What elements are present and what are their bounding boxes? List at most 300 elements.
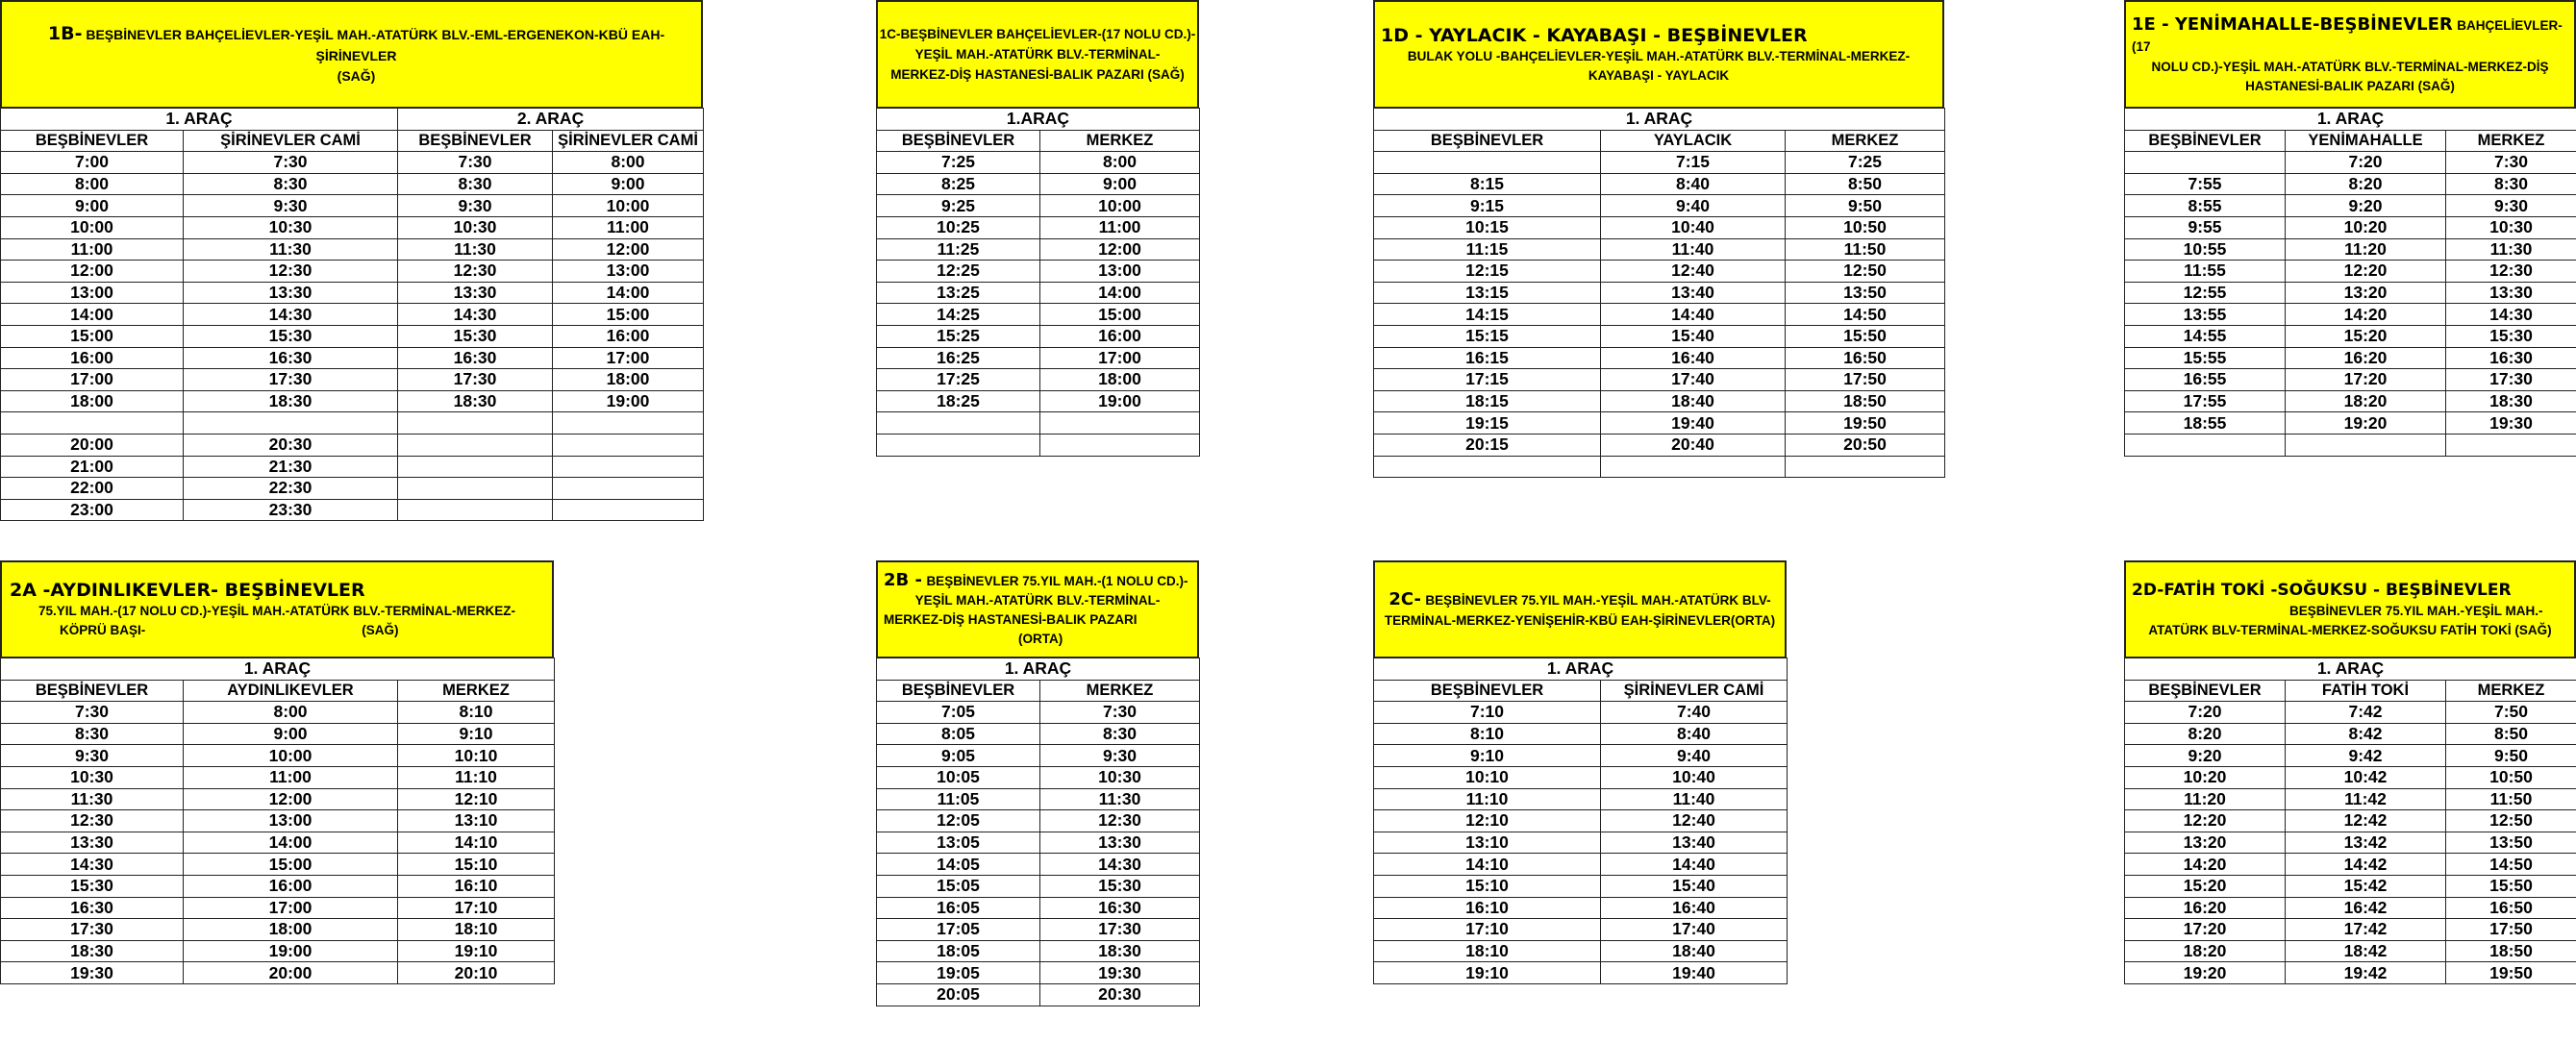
time-cell (877, 412, 1040, 435)
time-cell (1601, 456, 1786, 478)
route-2b-table (876, 658, 1200, 1006)
table-row (2125, 325, 2576, 347)
time-cell: 8:50 (2446, 723, 2576, 745)
table-row (2125, 940, 2576, 962)
time-cell: 19:05 (877, 962, 1040, 984)
time-cell: 17:20 (2286, 369, 2446, 391)
time-cell: 15:30 (398, 325, 553, 347)
route-side: (ORTA) (1018, 631, 1063, 646)
time-cell: 10:20 (2286, 216, 2446, 238)
column-header: MERKEZ (2446, 680, 2576, 702)
time-cell: 10:40 (1601, 216, 1786, 238)
table-row (877, 940, 1200, 962)
time-cell: 10:15 (1374, 216, 1601, 238)
time-cell: 9:10 (1374, 745, 1601, 767)
time-cell: 10:30 (398, 216, 553, 238)
route-description: TERMİNAL-MERKEZ-YENİŞEHİR-KBÜ EAH-ŞİRİNEVLER(ORTA) (1384, 612, 1776, 628)
table-row (1374, 390, 1945, 412)
time-cell: 19:30 (1, 962, 184, 984)
table-row (1374, 745, 1788, 767)
table-row (2125, 854, 2576, 876)
column-headers (1, 130, 704, 152)
time-cell: 10:30 (1040, 766, 1200, 788)
time-cell: 13:50 (1786, 282, 1945, 304)
time-cell: 16:55 (2125, 369, 2286, 391)
time-cell: 14:25 (877, 304, 1040, 326)
time-cell: 17:42 (2286, 919, 2446, 941)
time-cell: 14:55 (2125, 325, 2286, 347)
time-cell: 7:50 (2446, 702, 2576, 724)
time-cell: 19:20 (2286, 412, 2446, 435)
time-cell: 12:05 (877, 810, 1040, 832)
time-cell: 7:40 (1601, 702, 1788, 724)
time-cell: 17:40 (1601, 919, 1788, 941)
time-cell: 19:10 (398, 940, 555, 962)
time-cell: 10:00 (553, 195, 704, 217)
time-cell: 14:00 (1040, 282, 1200, 304)
time-cell: 12:30 (184, 261, 398, 283)
route-2c-header (1373, 560, 1787, 658)
time-cell: 17:05 (877, 919, 1040, 941)
time-cell (398, 478, 553, 500)
time-cell: 22:00 (1, 478, 184, 500)
time-cell: 18:30 (1, 940, 184, 962)
time-cell (553, 478, 704, 500)
time-cell: 14:30 (398, 304, 553, 326)
time-cell: 11:55 (2125, 261, 2286, 283)
time-cell: 12:25 (877, 261, 1040, 283)
time-cell: 11:25 (877, 238, 1040, 261)
table-row (877, 238, 1200, 261)
time-cell: 19:00 (553, 390, 704, 412)
table-row (877, 325, 1200, 347)
time-cell: 12:20 (2125, 810, 2286, 832)
table-row (1, 412, 704, 435)
time-cell: 18:00 (1, 390, 184, 412)
time-cell: 16:00 (1, 347, 184, 369)
time-cell: 16:10 (1374, 897, 1601, 919)
time-cell: 13:30 (184, 282, 398, 304)
time-cell: 10:00 (184, 745, 398, 767)
time-cell: 17:10 (398, 897, 555, 919)
table-row (1374, 810, 1788, 832)
time-cell: 16:30 (2446, 347, 2576, 369)
table-row (877, 369, 1200, 391)
time-cell: 9:25 (877, 195, 1040, 217)
column-header: MERKEZ (1040, 680, 1200, 702)
vehicle-label: 1. ARAÇ (1, 658, 555, 681)
table-row (877, 962, 1200, 984)
time-cell: 18:42 (2286, 940, 2446, 962)
time-cell: 16:30 (1, 897, 184, 919)
table-row (1374, 216, 1945, 238)
time-cell: 8:30 (184, 173, 398, 195)
time-cell: 15:30 (2446, 325, 2576, 347)
vehicle-label: 1. ARAÇ (1, 109, 398, 131)
column-header: YAYLACIK (1601, 130, 1786, 152)
time-cell: 16:25 (877, 347, 1040, 369)
time-cell: 15:00 (553, 304, 704, 326)
time-cell: 17:40 (1601, 369, 1786, 391)
time-cell: 13:55 (2125, 304, 2286, 326)
table-row (2125, 412, 2576, 435)
table-row (1, 832, 555, 854)
route-1e-table (2124, 108, 2576, 457)
time-cell: 17:30 (2446, 369, 2576, 391)
time-cell: 15:55 (2125, 347, 2286, 369)
table-row (1, 919, 555, 941)
time-cell: 18:00 (184, 919, 398, 941)
time-cell: 14:40 (1601, 854, 1788, 876)
time-cell: 10:20 (2125, 766, 2286, 788)
table-row (2125, 434, 2576, 456)
time-cell: 21:00 (1, 456, 184, 478)
time-cell: 11:30 (1, 788, 184, 810)
time-cell: 18:55 (2125, 412, 2286, 435)
time-cell: 17:00 (553, 347, 704, 369)
time-cell: 18:30 (2446, 390, 2576, 412)
time-cell: 10:30 (2446, 216, 2576, 238)
time-cell: 7:20 (2286, 152, 2446, 174)
table-row (2125, 810, 2576, 832)
column-header: MERKEZ (398, 680, 555, 702)
table-row (877, 983, 1200, 1006)
time-cell: 19:10 (1374, 962, 1601, 984)
table-row (1, 238, 704, 261)
vehicle-label: 1. ARAÇ (1374, 658, 1788, 681)
table-row (1, 962, 555, 984)
time-cell: 14:50 (2446, 854, 2576, 876)
time-cell: 18:40 (1601, 390, 1786, 412)
time-cell (398, 499, 553, 521)
table-row (1374, 788, 1788, 810)
table-row (1374, 723, 1788, 745)
time-cell: 11:30 (2446, 238, 2576, 261)
time-cell: 20:00 (1, 434, 184, 456)
time-cell (2125, 434, 2286, 456)
time-cell: 10:55 (2125, 238, 2286, 261)
table-row (1374, 282, 1945, 304)
time-cell: 7:30 (398, 152, 553, 174)
time-cell: 19:40 (1601, 962, 1788, 984)
table-row (1, 702, 555, 724)
time-cell: 12:15 (1374, 261, 1601, 283)
time-cell: 14:00 (553, 282, 704, 304)
time-cell: 16:50 (2446, 897, 2576, 919)
time-cell: 15:42 (2286, 875, 2446, 897)
time-cell: 8:25 (877, 173, 1040, 195)
time-cell: 19:20 (2125, 962, 2286, 984)
time-cell: 7:15 (1601, 152, 1786, 174)
vehicle-label: 1. ARAÇ (877, 658, 1200, 681)
time-cell: 11:05 (877, 788, 1040, 810)
time-cell: 12:00 (1040, 238, 1200, 261)
time-cell: 13:40 (1601, 832, 1788, 854)
time-cell: 11:40 (1601, 788, 1788, 810)
table-row (2125, 369, 2576, 391)
time-cell: 9:30 (398, 195, 553, 217)
table-row (877, 434, 1200, 456)
time-cell: 12:42 (2286, 810, 2446, 832)
time-cell: 13:50 (2446, 832, 2576, 854)
time-cell (398, 456, 553, 478)
time-cell: 14:00 (184, 832, 398, 854)
column-header: BEŞBİNEVLER (2125, 130, 2286, 152)
table-row (877, 832, 1200, 854)
time-cell: 17:25 (877, 369, 1040, 391)
time-cell: 15:05 (877, 875, 1040, 897)
time-cell: 15:30 (1, 875, 184, 897)
time-cell: 18:15 (1374, 390, 1601, 412)
time-cell: 17:55 (2125, 390, 2286, 412)
time-cell: 18:20 (2286, 390, 2446, 412)
table-row (1374, 702, 1788, 724)
time-cell: 12:50 (2446, 810, 2576, 832)
time-cell: 12:30 (1, 810, 184, 832)
time-cell: 23:30 (184, 499, 398, 521)
table-row (877, 216, 1200, 238)
time-cell: 17:20 (2125, 919, 2286, 941)
vehicle-label: 2. ARAÇ (398, 109, 704, 131)
table-row (1, 390, 704, 412)
time-cell: 12:40 (1601, 810, 1788, 832)
table-row (1, 216, 704, 238)
time-cell: 14:05 (877, 854, 1040, 876)
time-cell (1374, 152, 1601, 174)
column-header: BEŞBİNEVLER (1, 680, 184, 702)
route-2a-table (0, 658, 555, 984)
time-cell: 7:42 (2286, 702, 2446, 724)
table-row (2125, 919, 2576, 941)
time-cell: 19:42 (2286, 962, 2446, 984)
table-row (2125, 152, 2576, 174)
time-cell: 14:10 (1374, 854, 1601, 876)
column-header: YENİMAHALLE (2286, 130, 2446, 152)
table-row (1374, 940, 1788, 962)
table-row (1374, 766, 1788, 788)
vehicle-label: 1. ARAÇ (2125, 658, 2576, 681)
time-cell: 13:10 (398, 810, 555, 832)
time-cell: 9:42 (2286, 745, 2446, 767)
time-cell: 18:25 (877, 390, 1040, 412)
time-cell: 16:20 (2286, 347, 2446, 369)
time-cell: 9:50 (2446, 745, 2576, 767)
table-row (1, 369, 704, 391)
time-cell: 12:55 (2125, 282, 2286, 304)
column-header: BEŞBİNEVLER (398, 130, 553, 152)
time-cell: 20:10 (398, 962, 555, 984)
table-row (1, 195, 704, 217)
column-headers (1, 680, 555, 702)
time-cell: 15:40 (1601, 325, 1786, 347)
time-cell: 20:50 (1786, 434, 1945, 456)
time-cell: 16:10 (398, 875, 555, 897)
time-cell: 17:30 (398, 369, 553, 391)
route-title: 2A -AYDINLIKEVLER- BEŞBİNEVLER (10, 580, 365, 601)
route-code: 2B - (884, 569, 922, 590)
time-cell: 10:10 (398, 745, 555, 767)
route-description: BEŞBİNEVLER 75.YIL MAH.-YEŞİL MAH.- (2289, 604, 2543, 618)
time-cell: 9:50 (1786, 195, 1945, 217)
route-description: HASTANESİ-BALIK PAZARI (SAĞ) (2245, 78, 2455, 93)
time-cell: 13:15 (1374, 282, 1601, 304)
time-cell: 8:20 (2286, 173, 2446, 195)
time-cell: 17:00 (1, 369, 184, 391)
time-cell: 17:00 (1040, 347, 1200, 369)
route-2b-header (876, 560, 1199, 658)
table-row (1374, 195, 1945, 217)
time-cell: 7:30 (184, 152, 398, 174)
time-cell: 18:20 (2125, 940, 2286, 962)
time-cell: 20:05 (877, 983, 1040, 1006)
route-2c-table (1373, 658, 1788, 984)
time-cell: 12:00 (553, 238, 704, 261)
table-row (877, 390, 1200, 412)
time-cell: 20:30 (1040, 983, 1200, 1006)
route-1e-header (2124, 0, 2576, 109)
table-row (1, 897, 555, 919)
route-description: KAYABAŞI - YAYLACIK (1588, 67, 1730, 83)
time-cell: 15:00 (1040, 304, 1200, 326)
time-cell: 11:00 (184, 766, 398, 788)
time-cell: 15:50 (2446, 875, 2576, 897)
route-description: BAHÇELİEVLER-(17 (2132, 17, 2563, 54)
column-header: BEŞBİNEVLER (1, 130, 184, 152)
table-row (1, 788, 555, 810)
time-cell: 7:30 (2446, 152, 2576, 174)
time-cell: 10:42 (2286, 766, 2446, 788)
time-cell: 18:40 (1601, 940, 1788, 962)
route-description: 75.YIL MAH.-(17 NOLU CD.)-YEŞİL MAH.-ATATÜRK BLV.-TERMİNAL-MERKEZ- (38, 604, 515, 618)
time-cell: 9:30 (184, 195, 398, 217)
table-row (1, 282, 704, 304)
time-cell: 20:00 (184, 962, 398, 984)
time-cell: 18:30 (184, 390, 398, 412)
time-cell (877, 434, 1040, 456)
column-headers (2125, 130, 2576, 152)
table-row (877, 152, 1200, 174)
time-cell (1040, 412, 1200, 435)
time-cell: 8:42 (2286, 723, 2446, 745)
table-row (2125, 723, 2576, 745)
time-cell: 8:30 (1, 723, 184, 745)
time-cell: 8:30 (2446, 173, 2576, 195)
time-cell: 15:15 (1374, 325, 1601, 347)
time-cell: 11:40 (1601, 238, 1786, 261)
time-cell: 9:20 (2286, 195, 2446, 217)
time-cell: 8:55 (2125, 195, 2286, 217)
column-header: BEŞBİNEVLER (877, 680, 1040, 702)
table-row (1374, 897, 1788, 919)
time-cell: 8:10 (398, 702, 555, 724)
table-row (1374, 962, 1788, 984)
time-cell: 17:15 (1374, 369, 1601, 391)
table-row (1374, 152, 1945, 174)
time-cell: 8:10 (1374, 723, 1601, 745)
time-cell: 7:05 (877, 702, 1040, 724)
table-row (2125, 173, 2576, 195)
time-cell: 17:10 (1374, 919, 1601, 941)
column-headers (877, 680, 1200, 702)
route-description: MERKEZ-DİŞ HASTANESİ-BALIK PAZARI (884, 611, 1138, 627)
route-description: BULAK YOLU -BAHÇELİEVLER-YEŞİL MAH.-ATATÜRK BLV.-TERMİNAL-MERKEZ- (1407, 48, 1911, 63)
table-row (2125, 304, 2576, 326)
table-row (1, 173, 704, 195)
table-row (1374, 434, 1945, 456)
route-1d-header (1373, 0, 1944, 109)
table-row (1374, 347, 1945, 369)
time-cell: 9:00 (1040, 173, 1200, 195)
table-row (1374, 919, 1788, 941)
route-description: BEŞBİNEVLER BAHÇELİEVLER-YEŞİL MAH.-ATATÜRK BLV.-EML-ERGENEKON-KBÜ EAH-ŞİRİNEVLER (86, 27, 665, 63)
time-cell (184, 412, 398, 435)
time-cell: 8:15 (1374, 173, 1601, 195)
time-cell: 22:30 (184, 478, 398, 500)
column-header: ŞİRİNEVLER CAMİ (1601, 680, 1788, 702)
time-cell: 14:30 (1040, 854, 1200, 876)
time-cell: 11:30 (398, 238, 553, 261)
route-title: 1E - YENİMAHALLE-BEŞBİNEVLER (2132, 13, 2453, 35)
time-cell: 12:30 (1040, 810, 1200, 832)
time-cell (553, 412, 704, 435)
table-row (877, 304, 1200, 326)
time-cell: 16:50 (1786, 347, 1945, 369)
time-cell: 13:30 (1, 832, 184, 854)
time-cell: 16:00 (553, 325, 704, 347)
time-cell: 9:10 (398, 723, 555, 745)
table-row (2125, 788, 2576, 810)
route-description: KÖPRÜ BAŞI- (SAĞ) (60, 623, 399, 637)
time-cell: 18:30 (398, 390, 553, 412)
time-cell: 14:50 (1786, 304, 1945, 326)
time-cell: 13:00 (1040, 261, 1200, 283)
table-row (1, 434, 704, 456)
table-row (2125, 897, 2576, 919)
time-cell: 15:40 (1601, 875, 1788, 897)
time-cell: 16:00 (184, 875, 398, 897)
column-header: MERKEZ (2446, 130, 2576, 152)
time-cell: 19:15 (1374, 412, 1601, 435)
time-cell: 11:30 (1040, 788, 1200, 810)
time-cell: 9:15 (1374, 195, 1601, 217)
time-cell: 18:00 (1040, 369, 1200, 391)
time-cell: 8:05 (877, 723, 1040, 745)
table-row (1374, 854, 1788, 876)
time-cell: 13:20 (2125, 832, 2286, 854)
table-row (2125, 390, 2576, 412)
time-cell: 16:20 (2125, 897, 2286, 919)
time-cell: 18:00 (553, 369, 704, 391)
column-headers (1374, 130, 1945, 152)
table-row (1, 854, 555, 876)
table-row (877, 702, 1200, 724)
time-cell: 14:15 (1374, 304, 1601, 326)
route-1d-table (1373, 108, 1945, 478)
time-cell: 11:00 (553, 216, 704, 238)
time-cell: 11:20 (2125, 788, 2286, 810)
time-cell (1, 412, 184, 435)
time-cell: 11:15 (1374, 238, 1601, 261)
time-cell: 9:30 (1040, 745, 1200, 767)
time-cell: 14:00 (1, 304, 184, 326)
vehicle-label: 1. ARAÇ (1374, 109, 1945, 131)
time-cell: 13:30 (1040, 832, 1200, 854)
table-row (1, 875, 555, 897)
time-cell: 8:00 (184, 702, 398, 724)
time-cell: 20:30 (184, 434, 398, 456)
time-cell: 17:30 (1040, 919, 1200, 941)
time-cell: 10:05 (877, 766, 1040, 788)
